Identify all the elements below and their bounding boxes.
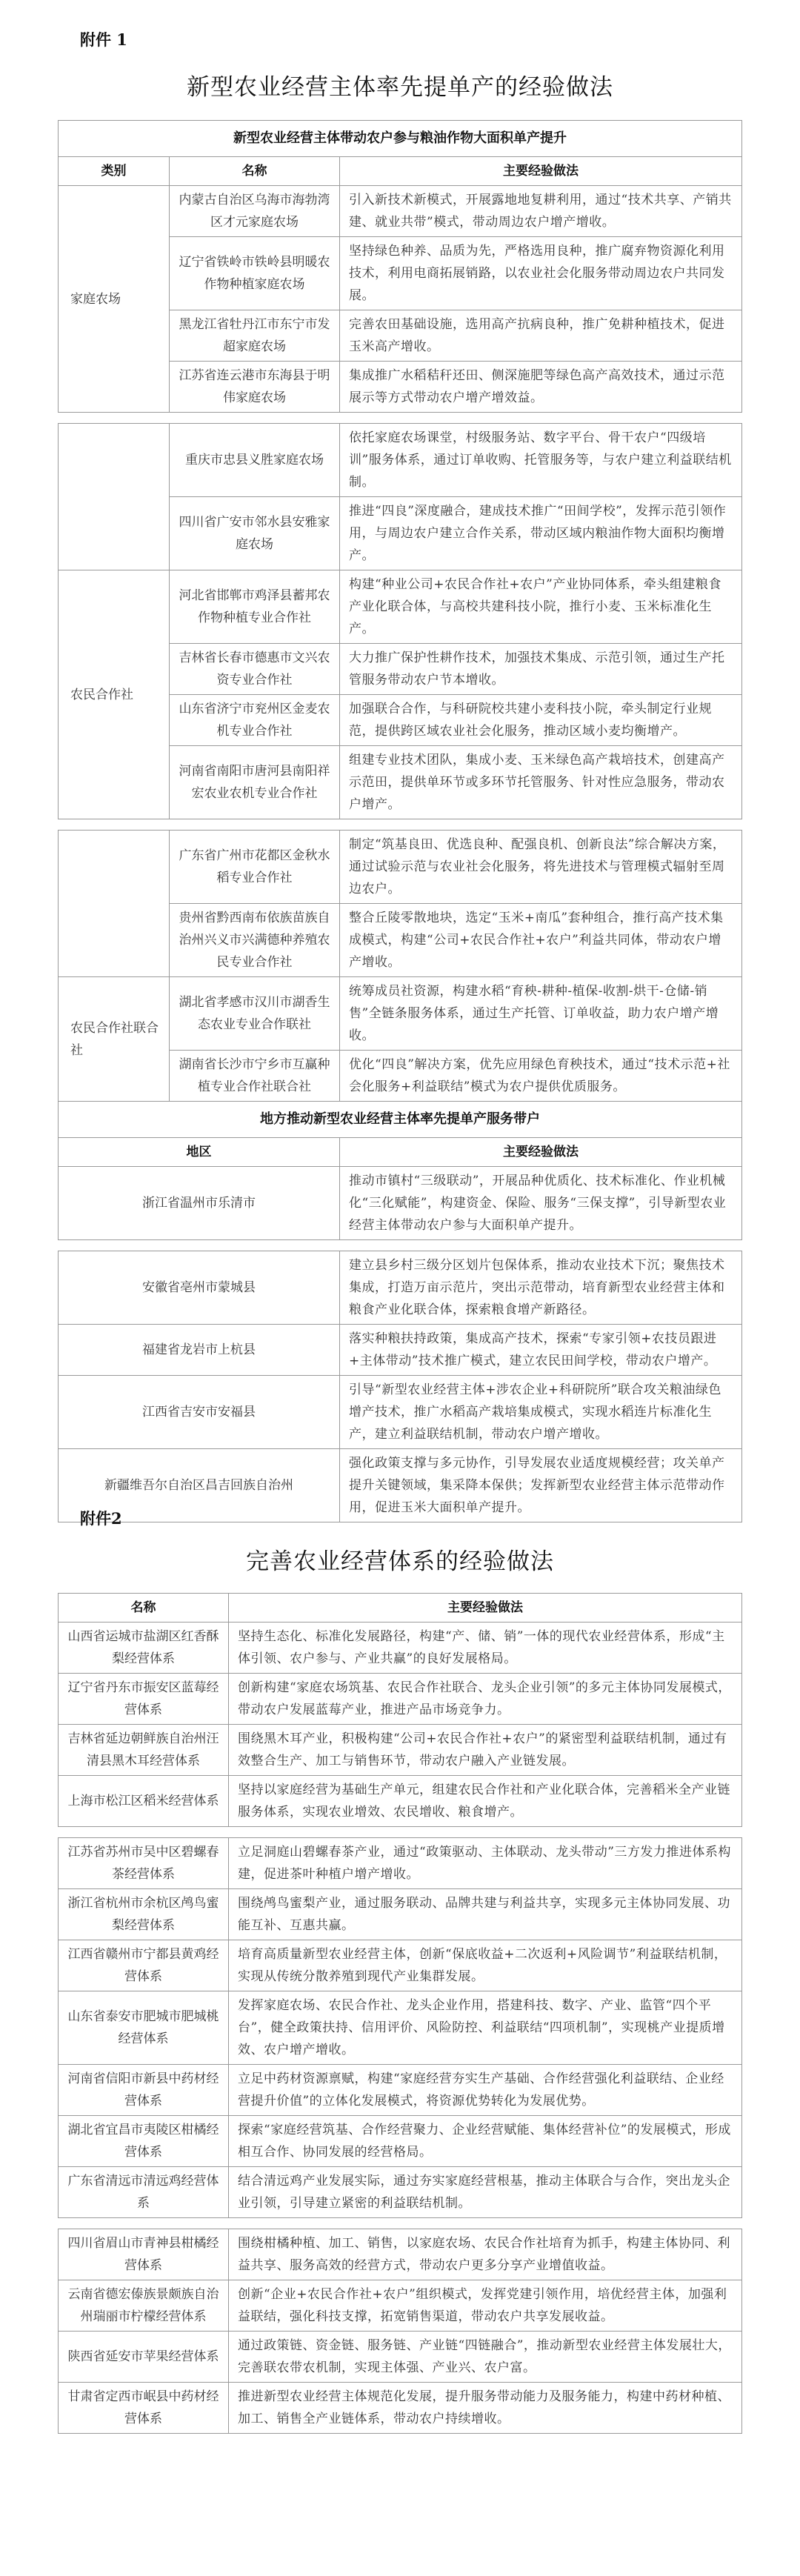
table-row (59, 1940, 742, 1991)
name-cell: 广东省清远市清远鸡经营体系 (59, 2167, 229, 2218)
name-cell: 甘肃省定西市岷县中药材经营体系 (59, 2383, 229, 2434)
practice-cell: 立足中药材资源禀赋，构建“家庭经营夯实生产基础、合作经营强化利益联结、企业经营提升价值”的立体化发展模式，将资源优势转化为发展优势。 (229, 2065, 742, 2116)
table-row (59, 1376, 742, 1449)
practice-cell: 大力推广保护性耕作技术，加强技术集成、示范引领，通过生产托管服务带动农户节本增收。 (340, 644, 742, 695)
practice-cell: 落实种粮扶持政策，集成高产技术，探索“专家引领+农技员跟进+主体带动”技术推广模式，建立农民田间学校，带动农户增产。 (340, 1325, 742, 1376)
practice-cell: 整合丘陵零散地块，选定“玉米+南瓜”套种组合，推行高产技术集成模式，构建“公司+农民合作社+农户”利益共同体，带动农户增产增收。 (340, 904, 742, 977)
annex2-label: 附件2 (80, 1509, 122, 1528)
practice-cell: 通过政策链、资金链、服务链、产业链“四链融合”，推动新型农业经营主体发展壮大，完善联农带农机制，实现主体强、产业兴、农户富。 (229, 2332, 742, 2383)
name-cell: 重庆市忠县义胜家庭农场 (170, 424, 340, 497)
name-cell: 辽宁省丹东市振安区蓝莓经营体系 (59, 1674, 229, 1725)
category-cell: 家庭农场 (59, 186, 170, 413)
column-header: 名称 (170, 157, 340, 186)
column-header-row (59, 1138, 742, 1167)
name-cell: 山西省运城市盐湖区红香酥梨经营体系 (59, 1623, 229, 1674)
annex2-title: 完善农业经营体系的经验做法 (246, 1548, 554, 1575)
region-cell: 江西省吉安市安福县 (59, 1376, 340, 1449)
name-cell: 广东省广州市花都区金秋水稻专业合作社 (170, 831, 340, 904)
gap-cell (59, 1827, 742, 1838)
practice-cell: 组建专业技术团队，集成小麦、玉米绿色高产栽培技术，创建高产示范田，提供单环节或多环节托管服务、针对性应急服务，带动农户增产。 (340, 746, 742, 819)
region-cell: 福建省龙岩市上杭县 (59, 1325, 340, 1376)
region-cell: 安徽省亳州市蒙城县 (59, 1251, 340, 1325)
name-cell: 河北省邯郸市鸡泽县蓄邦农作物种植专业合作社 (170, 570, 340, 644)
table-row (59, 1325, 742, 1376)
practice-cell: 优化“四良”解决方案，优先应用绿色育秧技术，通过“技术示范+社会化服务+利益联结”模式为农户提供优质服务。 (340, 1051, 742, 1102)
practice-cell: 创新“企业+农民合作社+农户”组织模式，发挥党建引领作用，培优经营主体，加强利益联结，强化科技支撑，拓宽销售渠道，带动农户共享发展收益。 (229, 2280, 742, 2332)
table-row (59, 2383, 742, 2434)
gap-cell (59, 819, 742, 831)
section-header-row (59, 121, 742, 157)
table-row (59, 2229, 742, 2280)
table-row (59, 1838, 742, 1889)
practice-cell: 集成推广水稻秸秆还田、侧深施肥等绿色高产高效技术，通过示范展示等方式带动农户增产增效益。 (340, 362, 742, 413)
table-row (59, 1623, 742, 1674)
section-title: 新型农业经营主体带动农户参与粮油作物大面积单产提升 (59, 121, 742, 157)
column-header: 主要经验做法 (229, 1594, 742, 1623)
practice-cell: 依托家庭农场课堂，村级服务站、数字平台、骨干农户“四级培训”服务体系，通过订单收购、托管服务等，与农户建立利益联结机制。 (340, 424, 742, 497)
name-cell: 内蒙古自治区乌海市海勃湾区才元家庭农场 (170, 186, 340, 237)
practice-cell: 围绕柑橘种植、加工、销售，以家庭农场、农民合作社培育为抓手，构建主体协同、利益共享、服务高效的经营方式，带动农户更多分享产业增值收益。 (229, 2229, 742, 2280)
name-cell: 吉林省延边朝鲜族自治州汪清县黑木耳经营体系 (59, 1725, 229, 1776)
table-gap (59, 819, 742, 831)
name-cell: 江西省赣州市宁都县黄鸡经营体系 (59, 1940, 229, 1991)
name-cell: 山东省济宁市兖州区金麦农机专业合作社 (170, 695, 340, 746)
name-cell: 山东省泰安市肥城市肥城桃经营体系 (59, 1991, 229, 2065)
section-title: 地方推动新型农业经营主体率先提单产服务带户 (59, 1102, 742, 1138)
column-header: 主要经验做法 (340, 1138, 742, 1167)
section-header-row (59, 1102, 742, 1138)
practice-cell: 推进“四良”深度融合，建成技术推广“田间学校”，发挥示范引领作用，与周边农户建立合作关系，带动区域内粮油作物大面积均衡增产。 (340, 497, 742, 570)
table-row (59, 570, 742, 644)
table-row (59, 1674, 742, 1725)
practice-cell: 围绕鸬鸟蜜梨产业，通过服务联动、品牌共建与利益共享，实现多元主体协同发展、功能互补、互惠共赢。 (229, 1889, 742, 1940)
column-header-row (59, 1594, 742, 1623)
table-row (59, 186, 742, 237)
name-cell: 黑龙江省牡丹江市东宁市发超家庭农场 (170, 310, 340, 362)
practice-cell: 探索“家庭经营筑基、合作经营聚力、企业经营赋能、集体经营补位”的发展模式，形成相互合作、协同发展的经营格局。 (229, 2116, 742, 2167)
column-header-row (59, 157, 742, 186)
practice-cell: 创新构建“家庭农场筑基、农民合作社联合、龙头企业引领”的多元主体协同发展模式，带动农户发展蓝莓产业，推进产品市场竞争力。 (229, 1674, 742, 1725)
practice-cell: 坚持以家庭经营为基础生产单元，组建农民合作社和产业化联合体，完善稻米全产业链服务体系，实现农业增效、农民增收、粮食增产。 (229, 1776, 742, 1827)
practice-cell: 坚持生态化、标准化发展路径，构建“产、储、销”一体的现代农业经营体系，形成“主体引领、农户参与、产业共赢”的良好发展格局。 (229, 1623, 742, 1674)
table-row (59, 1449, 742, 1522)
table-gap (59, 1240, 742, 1251)
table-gap (59, 1827, 742, 1838)
name-cell: 云南省德宏傣族景颇族自治州瑞丽市柠檬经营体系 (59, 2280, 229, 2332)
name-cell: 江苏省连云港市东海县于明伟家庭农场 (170, 362, 340, 413)
practice-cell: 完善农田基础设施，选用高产抗病良种，推广免耕种植技术，促进玉米高产增收。 (340, 310, 742, 362)
name-cell: 陕西省延安市苹果经营体系 (59, 2332, 229, 2383)
gap-cell (59, 2218, 742, 2229)
practice-cell: 引导“新型农业经营主体+涉农企业+科研院所”联合攻关粮油绿色增产技术，推广水稻高产栽培集成模式，实现水稻连片标准化生产，建立利益联结机制，带动农户增产增收。 (340, 1376, 742, 1449)
practice-cell: 围绕黑木耳产业，积极构建“公司+农民合作社+农户”的紧密型利益联结机制，通过有效整合生产、加工与销售环节，带动农户融入产业链发展。 (229, 1725, 742, 1776)
name-cell: 湖北省宜昌市夷陵区柑橘经营体系 (59, 2116, 229, 2167)
table-row (59, 1889, 742, 1940)
category-cell: 农民合作社 (59, 570, 170, 819)
table-gap (59, 2218, 742, 2229)
table-row (59, 977, 742, 1051)
table-gap (59, 413, 742, 424)
table-row (59, 1725, 742, 1776)
table-row (59, 2280, 742, 2332)
practice-cell: 发挥家庭农场、农民合作社、龙头企业作用，搭建科技、数字、产业、监管“四个平台”，健全政策扶持、信用评价、风险防控、利益联结“四项机制”，实现桃产业提质增效、农户增产增收。 (229, 1991, 742, 2065)
name-cell: 吉林省长春市德惠市文兴农资专业合作社 (170, 644, 340, 695)
practice-cell: 加强联合合作，与科研院校共建小麦科技小院，牵头制定行业规范，提供跨区域农业社会化服务，推动区域小麦均衡增产。 (340, 695, 742, 746)
gap-cell (59, 413, 742, 424)
name-cell: 四川省眉山市青神县柑橘经营体系 (59, 2229, 229, 2280)
region-cell: 浙江省温州市乐清市 (59, 1167, 340, 1240)
annex2-table (58, 1593, 742, 2434)
category-cell (59, 831, 170, 977)
practice-cell: 建立县乡村三级分区划片包保体系，推动农业技术下沉；聚焦技术集成，打造万亩示范片，突出示范带动，培育新型农业经营主体和粮食产业化联合体，探索粮食增产新路径。 (340, 1251, 742, 1325)
practice-cell: 推进新型农业经营主体规范化发展，提升服务带动能力及服务能力，构建中药材种植、加工、销售全产业链体系，带动农户持续增收。 (229, 2383, 742, 2434)
name-cell: 湖南省长沙市宁乡市互赢种植专业合作社联合社 (170, 1051, 340, 1102)
practice-cell: 坚持绿色种养、品质为先，严格选用良种，推广腐弃物资源化利用技术，利用电商拓展销路，以农业社会化服务带动周边农户共同发展。 (340, 237, 742, 310)
category-cell: 农民合作社联合社 (59, 977, 170, 1102)
practice-cell: 制定“筑基良田、优选良种、配强良机、创新良法”综合解决方案，通过试验示范与农业社会化服务，将先进技术与管理模式辐射至周边农户。 (340, 831, 742, 904)
annex1-label: 附件 1 (80, 30, 127, 49)
name-cell: 河南省南阳市唐河县南阳祥宏农业农机专业合作社 (170, 746, 340, 819)
name-cell: 上海市松江区稻米经营体系 (59, 1776, 229, 1827)
name-cell: 贵州省黔西南布依族苗族自治州兴义市兴满德种养殖农民专业合作社 (170, 904, 340, 977)
column-header: 名称 (59, 1594, 229, 1623)
category-cell (59, 424, 170, 570)
practice-cell: 立足洞庭山碧螺春茶产业，通过“政策驱动、主体联动、龙头带动”三方发力推进体系构建，促进茶叶种植户增产增收。 (229, 1838, 742, 1889)
name-cell: 江苏省苏州市吴中区碧螺春茶经营体系 (59, 1838, 229, 1889)
table-row (59, 1776, 742, 1827)
table-row (59, 2116, 742, 2167)
practice-cell: 引入新技术新模式，开展露地地复耕利用，通过“技术共享、产销共建、就业共带”模式，带动周边农户增产增收。 (340, 186, 742, 237)
practice-cell: 统筹成员社资源，构建水稻“育秧-耕种-植保-收割-烘干-仓储-销售”全链条服务体系，通过生产托管、订单收益，助力农户增产增收。 (340, 977, 742, 1051)
table-row (59, 1167, 742, 1240)
column-header: 主要经验做法 (340, 157, 742, 186)
table-row (59, 831, 742, 904)
practice-cell: 构建“种业公司+农民合作社+农户”产业协同体系，牵头组建粮食产业化联合体，与高校共建科技小院，推行小麦、玉米标准化生产。 (340, 570, 742, 644)
practice-cell: 推动市镇村“三级联动”，开展品种优质化、技术标准化、作业机械化“三化赋能”，构建资金、保险、服务“三保支撑”，引导新型农业经营主体带动农户参与大面积单产提升。 (340, 1167, 742, 1240)
gap-cell (59, 1240, 742, 1251)
name-cell: 辽宁省铁岭市铁岭县明暖农作物种植家庭农场 (170, 237, 340, 310)
table-row (59, 1991, 742, 2065)
region-cell: 新疆维吾尔自治区昌吉回族自治州 (59, 1449, 340, 1522)
table-row (59, 2065, 742, 2116)
annex1-title: 新型农业经营主体率先提单产的经验做法 (187, 74, 613, 101)
name-cell: 浙江省杭州市余杭区鸬鸟蜜梨经营体系 (59, 1889, 229, 1940)
name-cell: 河南省信阳市新县中药材经营体系 (59, 2065, 229, 2116)
table-row (59, 2332, 742, 2383)
column-header: 类别 (59, 157, 170, 186)
table-row (59, 2167, 742, 2218)
practice-cell: 结合清远鸡产业发展实际，通过夯实家庭经营根基，推动主体联合与合作，突出龙头企业引领，引导建立紧密的利益联结机制。 (229, 2167, 742, 2218)
column-header: 地区 (59, 1138, 340, 1167)
annex1-table (58, 120, 742, 1522)
name-cell: 湖北省孝感市汉川市湖香生态农业专业合作联社 (170, 977, 340, 1051)
table-row (59, 1251, 742, 1325)
name-cell: 四川省广安市邻水县安雅家庭农场 (170, 497, 340, 570)
practice-cell: 强化政策支撑与多元协作，引导发展农业适度规模经营；攻关单产提升关键领域，集采降本保供；发挥新型农业经营主体示范带动作用，促进玉米大面积单产提升。 (340, 1449, 742, 1522)
practice-cell: 培育高质量新型农业经营主体，创新“保底收益+二次返利+风险调节”利益联结机制，实现从传统分散养殖到现代产业集群发展。 (229, 1940, 742, 1991)
table-row (59, 424, 742, 497)
